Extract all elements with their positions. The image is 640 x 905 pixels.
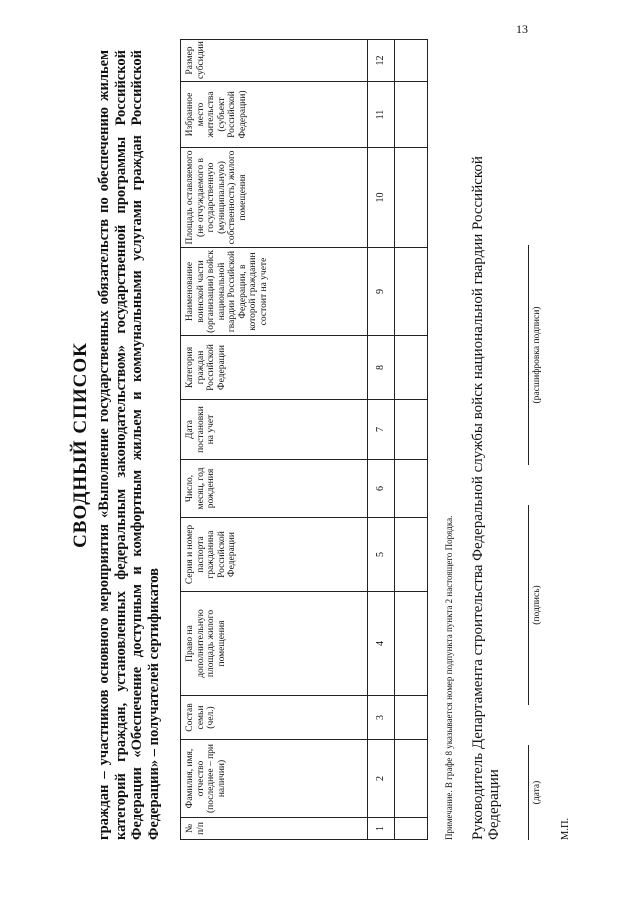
table-cell (395, 336, 428, 400)
table-cell (395, 40, 428, 82)
table-cell (395, 400, 428, 460)
table-row (395, 40, 428, 840)
document-body (60, 30, 620, 860)
column-number: 11 (368, 82, 395, 148)
decoding-caption: (расшифровка подписи) (532, 306, 542, 404)
table-cell (395, 148, 428, 248)
table-header-row (181, 40, 368, 840)
table-cell (395, 460, 428, 518)
signature-caption: (подпись) (532, 585, 542, 625)
signature-line (528, 505, 529, 705)
table-cell (395, 696, 428, 740)
column-number: 3 (368, 696, 395, 740)
table-cell (395, 82, 428, 148)
column-header: Категория граждан Российской Федерации (181, 336, 368, 400)
column-header: Наименование воинской части (организации) войск национальной гвардии Российской Федерации, в которой гражданин состоит на учете (181, 248, 368, 336)
table-cell (395, 740, 428, 818)
table-note: Примечание. В графе 8 указывается номер подпункта пункта 2 настоящего Порядка. (444, 515, 454, 840)
column-number: 10 (368, 148, 395, 248)
table-cell (395, 592, 428, 696)
date-caption: (дата) (532, 780, 542, 805)
column-header: № п/п (181, 818, 368, 840)
decoding-line (528, 245, 529, 465)
column-header: Число, месяц, год рождения (181, 460, 368, 518)
column-header: Состав семьи (чел.) (181, 696, 368, 740)
column-number: 1 (368, 818, 395, 840)
column-header: Дата постановки на учет (181, 400, 368, 460)
column-header: Право на дополнительную площадь жилого помещения (181, 592, 368, 696)
column-number-row (368, 40, 395, 840)
column-number: 2 (368, 740, 395, 818)
page-number: 13 (516, 22, 528, 36)
table-cell (395, 518, 428, 592)
table-cell (395, 818, 428, 840)
column-number: 6 (368, 460, 395, 518)
column-number: 7 (368, 400, 395, 460)
column-number: 8 (368, 336, 395, 400)
column-header: Серия и номер паспорта гражданина Российской Федерации (181, 518, 368, 592)
column-number: 5 (368, 518, 395, 592)
document-title: СВОДНЫЙ СПИСОК (70, 342, 91, 548)
column-number: 9 (368, 248, 395, 336)
column-header: Избранное место жительства (субъект Российской Федерации) (181, 82, 368, 148)
signer-title: Руководитель Департамента строительства Федеральной службы войск национальной гвардии Российской Федерации (470, 156, 502, 840)
column-header: Площадь оставляемого (не отчуждаемого в государственную (муниципальную) собственность) жилого помещения (181, 148, 368, 248)
recipients-table (180, 39, 428, 840)
column-header: Фамилия, имя, отчество (последнее – при наличии) (181, 740, 368, 818)
date-line (528, 745, 529, 840)
table-cell (395, 248, 428, 336)
column-header: Размер субсидии (181, 40, 368, 82)
stamp-place: М.П. (560, 817, 571, 840)
column-number: 12 (368, 40, 395, 82)
document-subtitle: граждан – участников основного мероприятия «Выполнение государственных обязательств по обеспечению жильем категорий граждан, установленных федеральным законодательством» государственной программы Российской Федерации «Обеспечение доступным и комфортным жильем и коммунальными услугами граждан Российской Федерации» – получателей сертификатов (96, 50, 162, 840)
column-number: 4 (368, 592, 395, 696)
